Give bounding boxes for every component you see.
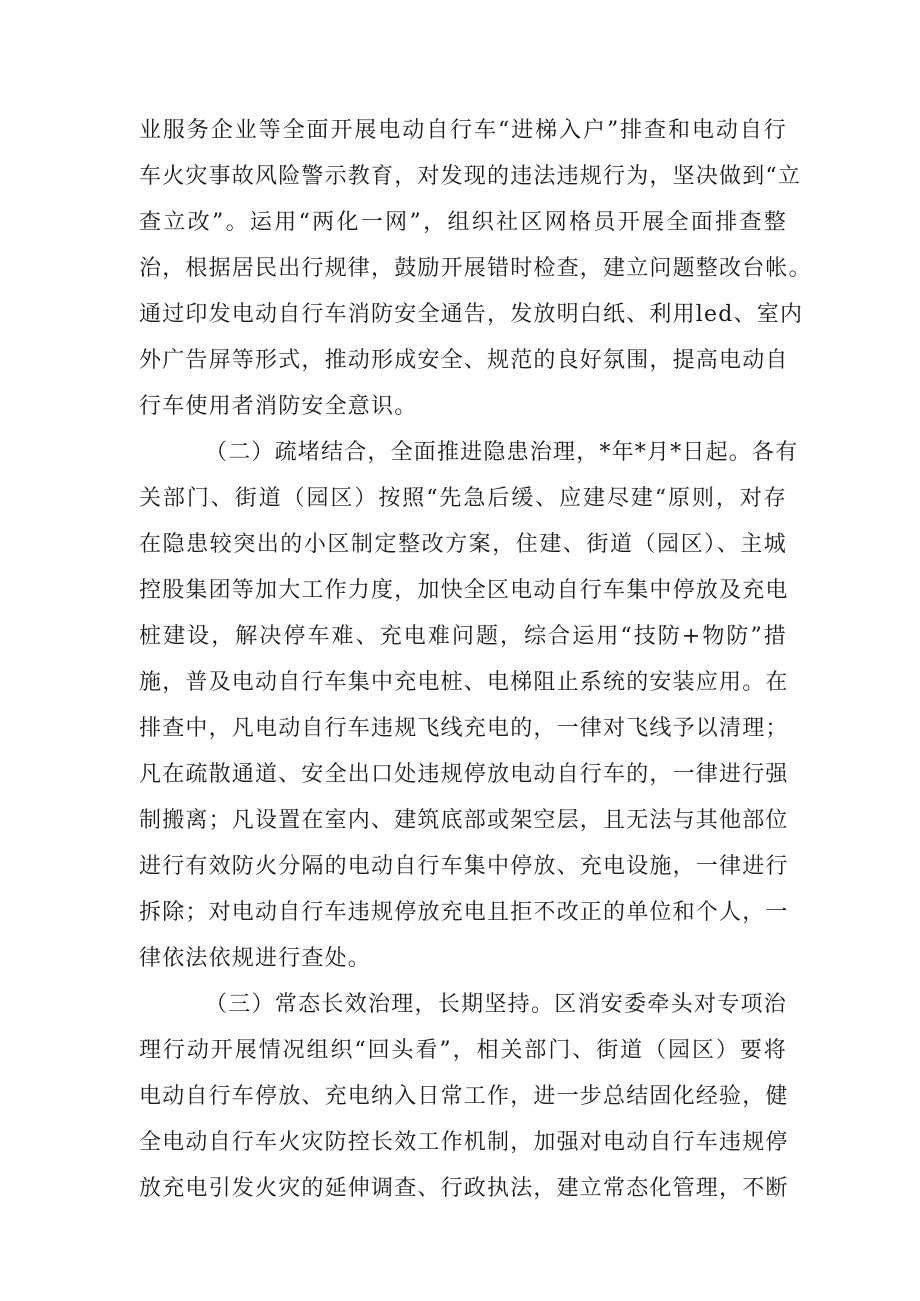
paragraph-3-line-5: 放充电引发火灾的延伸调查、行政执法，建立常态化管理，不断 bbox=[139, 1176, 789, 1201]
paragraph-3-line-4: 全电动自行车火灾防控长效工作机制，加强对电动自行车违规停 bbox=[139, 1130, 789, 1155]
paragraph-2-line-6: 施，普及电动自行车集中充电桩、电梯阻止系统的安装应用。在 bbox=[139, 670, 789, 695]
paragraph-2-line-5: 桩建设，解决停车难、充电难问题，综合运用“技防+物防”措 bbox=[139, 624, 787, 649]
paragraph-3-line-2: 理行动开展情况组织“回头看”，相关部门、街道（园区）要将 bbox=[139, 1038, 787, 1063]
paragraph-3-line-1: （三）常态长效治理，长期坚持。区消安委牵头对专项治 bbox=[205, 992, 787, 1017]
paragraph-2-line-7: 排查中，凡电动自行车违规飞线充电的，一律对飞线予以清理； bbox=[139, 716, 789, 741]
paragraph-2-line-12: 律依法依规进行查处。 bbox=[139, 946, 372, 971]
document-body bbox=[139, 108, 812, 1212]
paragraph-2-line-11: 拆除；对电动自行车违规停放充电且拒不改正的单位和个人，一 bbox=[139, 900, 789, 925]
paragraph-2-line-1: （二）疏堵结合，全面推进隐患治理，*年*月*日起。各有 bbox=[205, 440, 799, 465]
paragraph-1-line-5: 通过印发电动自行车消防安全通告，发放明白纸、利用led、室内 bbox=[139, 302, 804, 327]
paragraph-2-line-8: 凡在疏散通道、安全出口处违规停放电动自行车的，一律进行强 bbox=[139, 762, 789, 787]
paragraph-1-line-3: 查立改”。运用“两化一网”，组织社区网格员开展全面排查整 bbox=[139, 210, 787, 235]
paragraph-1-line-6: 外广告屏等形式，推动形成安全、规范的良好氛围，提高电动自 bbox=[139, 348, 789, 373]
paragraph-1-line-7: 行车使用者消防安全意识。 bbox=[139, 394, 418, 419]
paragraph-1-line-4: 治，根据居民出行规律，鼓励开展错时检查，建立问题整改台帐。 bbox=[139, 256, 812, 281]
paragraph-2-line-10: 进行有效防火分隔的电动自行车集中停放、充电设施，一律进行 bbox=[139, 854, 789, 879]
paragraph-2-line-3: 在隐患较突出的小区制定整改方案，住建、街道（园区）、主城 bbox=[139, 532, 787, 557]
paragraph-1-line-2: 车火灾事故风险警示教育，对发现的违法违规行为，坚决做到“立 bbox=[139, 164, 802, 189]
paragraph-3-line-3: 电动自行车停放、充电纳入日常工作，进一步总结固化经验，健 bbox=[139, 1084, 789, 1109]
paragraph-1-line-1: 业服务企业等全面开展电动自行车“进梯入户”排查和电动自行 bbox=[139, 118, 787, 143]
paragraph-2-line-2: 关部门、街道（园区）按照“先急后缓、应建尽建“原则，对存 bbox=[139, 486, 787, 511]
paragraph-2-line-4: 控股集团等加大工作力度，加快全区电动自行车集中停放及充电 bbox=[139, 578, 789, 603]
paragraph-2-line-9: 制搬离；凡设置在室内、建筑底部或架空层，且无法与其他部位 bbox=[139, 808, 789, 833]
